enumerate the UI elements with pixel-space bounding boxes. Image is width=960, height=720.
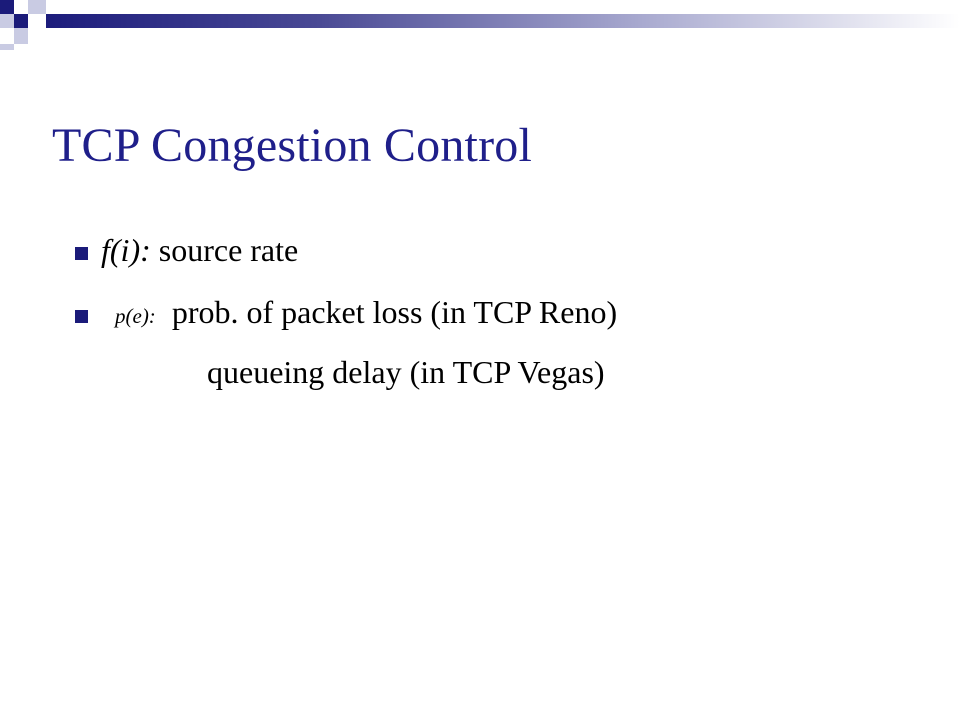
bullet-text: prob. of packet loss (in TCP Reno) [155,294,618,330]
decor-square [28,14,46,28]
bullet-text: source rate [150,232,299,268]
bullet-term: p(e): [115,304,156,328]
slide-title: TCP Congestion Control [52,119,532,172]
decor-square [0,0,14,14]
bullet-item-2 [115,294,617,331]
bullet-square-icon [75,310,88,323]
decor-square [28,0,46,14]
decor-square [28,28,46,44]
bullet-continuation: queueing delay (in TCP Vegas) [207,354,605,390]
bullet-square-icon [75,247,88,260]
decor-square [0,28,14,44]
decor-square [14,14,28,28]
decor-square [0,14,14,28]
decor-square [14,28,28,44]
header-gradient-bar [46,14,960,28]
bullet-item-1 [101,232,298,269]
decor-square [14,0,28,14]
decor-square [0,44,14,50]
bullet-term: f(i): [101,232,151,268]
